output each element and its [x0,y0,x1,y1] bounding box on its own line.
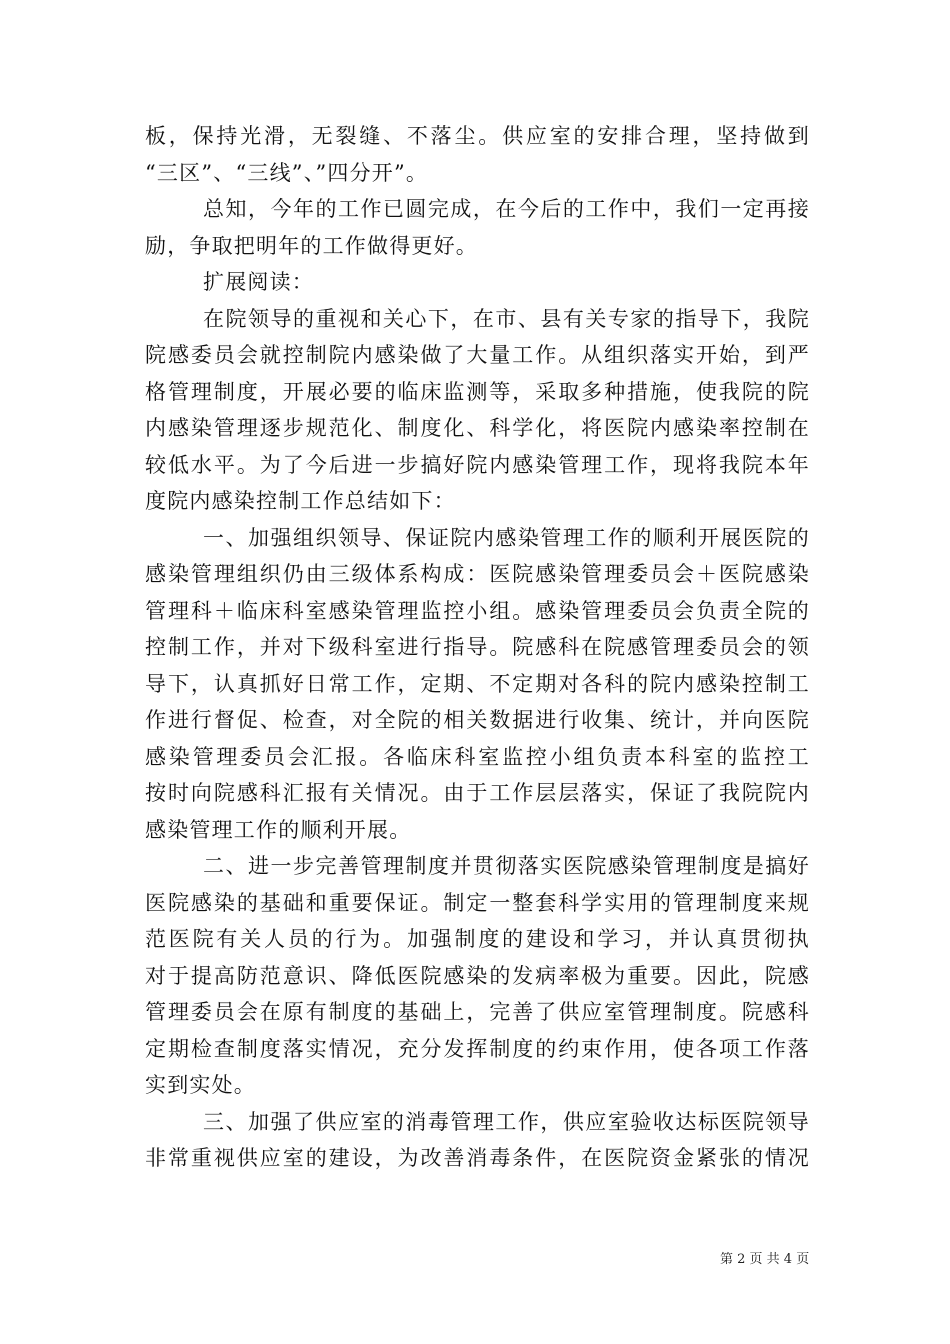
text-line: 较低水平。为了今后进一步搞好院内感染管理工作，现将我院本年 [145,452,810,477]
text-line: “三区”、“三线”、”四分开”。 [145,160,429,185]
text-line: 作进行督促、检查，对全院的相关数据进行收集、统计，并向医院 [145,708,810,732]
text-line: 励，争取把明年的工作做得更好。 [145,233,478,258]
page-number: 第 2 页 共 4 页 [720,1252,810,1267]
text-line: 范医院有关人员的行为。加强制度的建设和学习，并认真贯彻执 [145,927,810,951]
text-line: 总知，今年的工作已圆完成，在今后的工作中，我们一定再接 [203,197,810,221]
text-line: 定期检查制度落实情况，充分发挥制度的约束作用，使各项工作落 [145,1036,810,1061]
text-line: 格管理制度，开展必要的临床监测等，采取多种措施，使我院的院 [145,379,810,404]
text-line: 院感委员会就控制院内感染做了大量工作。从组织落实开始，到严 [145,343,810,367]
document-body [145,118,810,1177]
text-line: 医院感染的基础和重要保证。制定一整套科学实用的管理制度来规 [145,890,810,915]
text-line: 一、加强组织领导、保证院内感染管理工作的顺利开展医院的 [203,525,810,550]
text-line: 对于提高防范意识、降低医院感染的发病率极为重要。因此，院感 [145,963,810,988]
text-line: 三、加强了供应室的消毒管理工作，供应室验收达标医院领导 [203,1109,810,1134]
text-line: 非常重视供应室的建设，为改善消毒条件，在医院资金紧张的情况 [145,1146,810,1170]
text-line: 管理委员会在原有制度的基础上，完善了供应室管理制度。院感科 [145,1000,810,1024]
text-line: 实到实处。 [145,1073,256,1097]
text-line: 度院内感染控制工作总结如下： [145,489,456,513]
text-line: 板，保持光滑，无裂缝、不落尘。供应室的安排合理，坚持做到 [145,124,810,148]
text-line: 内感染管理逐步规范化、制度化、科学化，将医院内感染率控制在 [145,416,810,440]
text-line: 管理科＋临床科室感染管理监控小组。感染管理委员会负责全院的 [145,598,810,623]
text-line: 感染管理工作的顺利开展。 [145,817,412,842]
text-line: 控制工作，并对下级科室进行指导。院感科在院感管理委员会的领 [145,635,810,659]
text-line: 导下，认真抓好日常工作，定期、不定期对各科的院内感染控制工 [145,671,810,696]
text-line: 在院领导的重视和关心下，在市、县有关专家的指导下，我院 [203,306,810,331]
text-line: 按时向院感科汇报有关情况。由于工作层层落实，保证了我院院内 [145,781,810,805]
text-line: 扩展阅读： [203,270,314,294]
text-line: 感染管理委员会汇报。各临床科室监控小组负责本科室的监控工 [145,744,810,769]
text-line: 感染管理组织仍由三级体系构成：医院感染管理委员会＋医院感染 [145,562,810,586]
text-line: 二、进一步完善管理制度并贯彻落实医院感染管理制度是搞好 [203,854,810,878]
